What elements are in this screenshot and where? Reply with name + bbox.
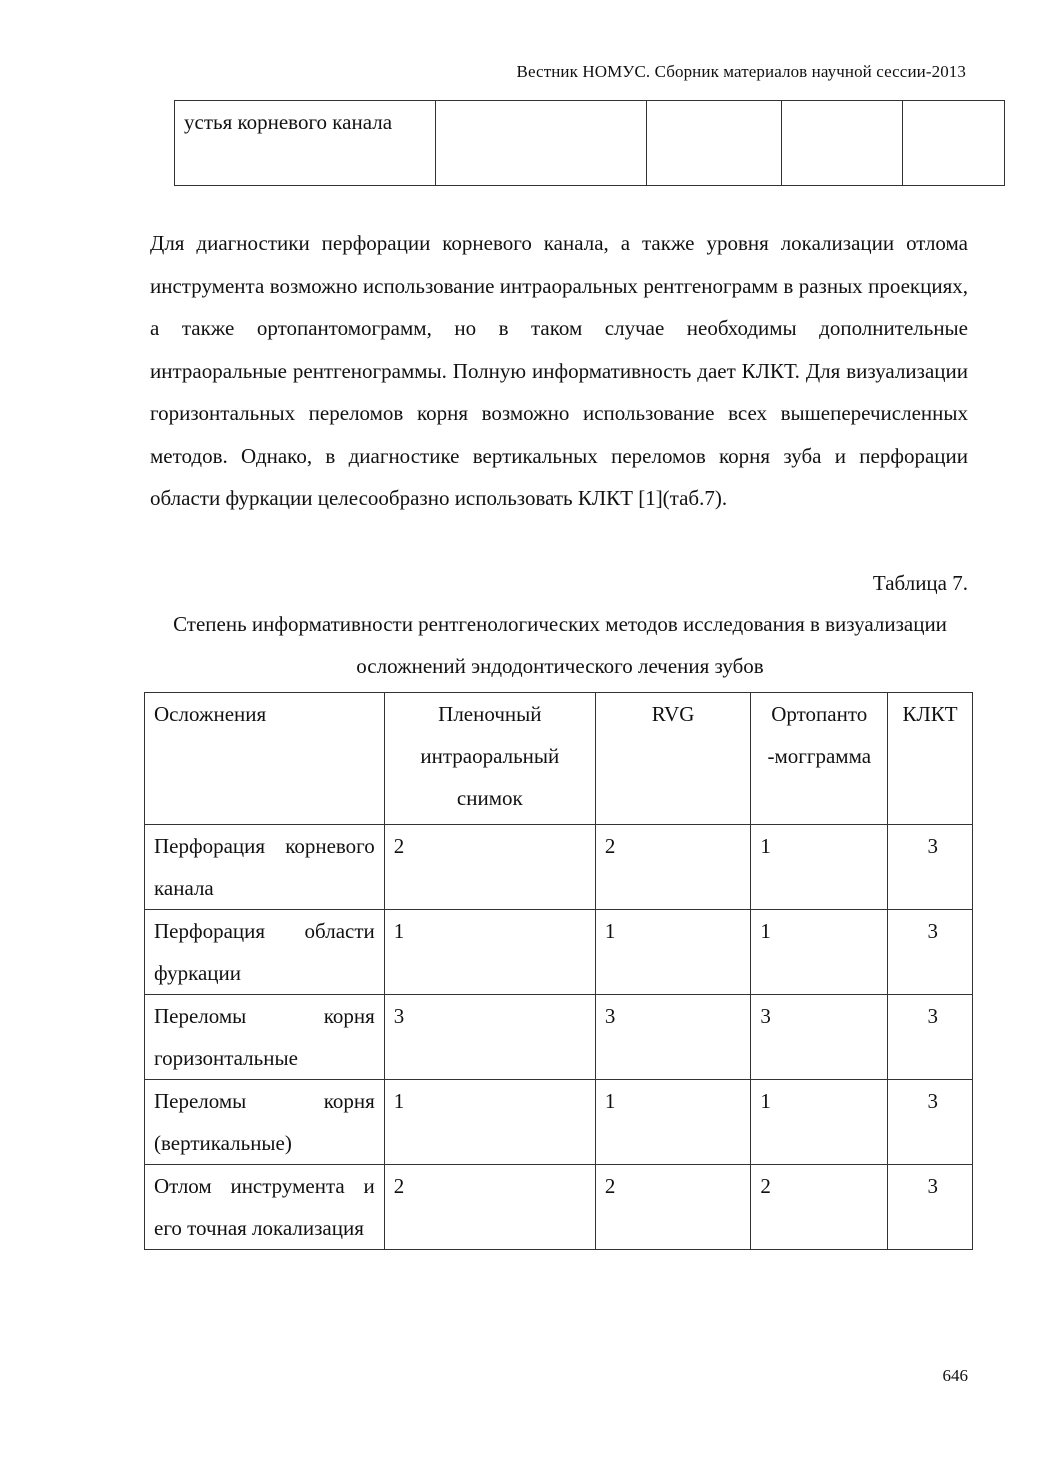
table-row bbox=[145, 1080, 973, 1165]
continued-table bbox=[174, 100, 1005, 186]
cbct-value: 3 bbox=[888, 995, 973, 1080]
column-header-rvg: RVG bbox=[595, 693, 750, 825]
opg-value: 3 bbox=[751, 995, 888, 1080]
rvg-value: 2 bbox=[595, 825, 750, 910]
column-header-cbct: КЛКТ bbox=[888, 693, 973, 825]
cbct-value: 3 bbox=[888, 910, 973, 995]
table-row bbox=[145, 1165, 973, 1250]
table-cell bbox=[436, 101, 647, 186]
film-value: 1 bbox=[384, 1080, 595, 1165]
complication-cell: Переломы корня (вертикальные) bbox=[145, 1080, 385, 1165]
cbct-value: 3 bbox=[888, 1080, 973, 1165]
opg-value: 1 bbox=[751, 825, 888, 910]
opg-value: 1 bbox=[751, 1080, 888, 1165]
film-value: 1 bbox=[384, 910, 595, 995]
column-header-film: Пленочный интраоральный снимок bbox=[384, 693, 595, 825]
body-paragraph: Для диагностики перфорации корневого канала, а также уровня локализации отлома инструмента возможно использование интраоральных рентгенограмм в разных проекциях, а также ортопантомограмм, но в таком случае необходимы дополнительные интраоральные рентгенограммы. Полную информативность дает КЛКТ. Для визуализации горизонтальных переломов корня возможно использование всех вышеперечисленных методов. Однако, в диагностике вертикальных переломов корня зуба и перфорации области фуркации целесообразно использовать КЛКТ [1](таб.7). bbox=[150, 231, 968, 510]
opg-value: 2 bbox=[751, 1165, 888, 1250]
cbct-value: 3 bbox=[888, 1165, 973, 1250]
table-cell bbox=[782, 101, 903, 186]
film-value: 2 bbox=[384, 825, 595, 910]
page-number: 646 bbox=[942, 1366, 968, 1385]
table-cell bbox=[646, 101, 781, 186]
cbct-value: 3 bbox=[888, 825, 973, 910]
table-row bbox=[175, 101, 1005, 186]
table-cell: устья корневого канала bbox=[175, 101, 436, 186]
table-label: Таблица 7. bbox=[872, 571, 968, 595]
table-row bbox=[145, 995, 973, 1080]
complication-cell: Перфорация области фуркации bbox=[145, 910, 385, 995]
running-header: Вестник НОМУС. Сборник материалов научной сессии-2013 bbox=[516, 62, 966, 81]
table-title: Степень информативности рентгенологических методов исследования в визуализации осложнений эндодонтического лечения зубов bbox=[173, 612, 947, 678]
rvg-value: 1 bbox=[595, 1080, 750, 1165]
film-value: 2 bbox=[384, 1165, 595, 1250]
rvg-value: 1 bbox=[595, 910, 750, 995]
film-value: 3 bbox=[384, 995, 595, 1080]
opg-value: 1 bbox=[751, 910, 888, 995]
table-cell bbox=[903, 101, 1005, 186]
table-header-row bbox=[145, 693, 973, 825]
complication-cell: Отлом инструмента и его точная локализация bbox=[145, 1165, 385, 1250]
table-row bbox=[145, 825, 973, 910]
complication-cell: Переломы корня горизонтальные bbox=[145, 995, 385, 1080]
informativeness-table bbox=[144, 692, 973, 1250]
rvg-value: 3 bbox=[595, 995, 750, 1080]
complication-cell: Перфорация корневого канала bbox=[145, 825, 385, 910]
column-header-opg: Ортопанто -могграмма bbox=[751, 693, 888, 825]
column-header-complications: Осложнения bbox=[145, 693, 385, 825]
table-row bbox=[145, 910, 973, 995]
rvg-value: 2 bbox=[595, 1165, 750, 1250]
